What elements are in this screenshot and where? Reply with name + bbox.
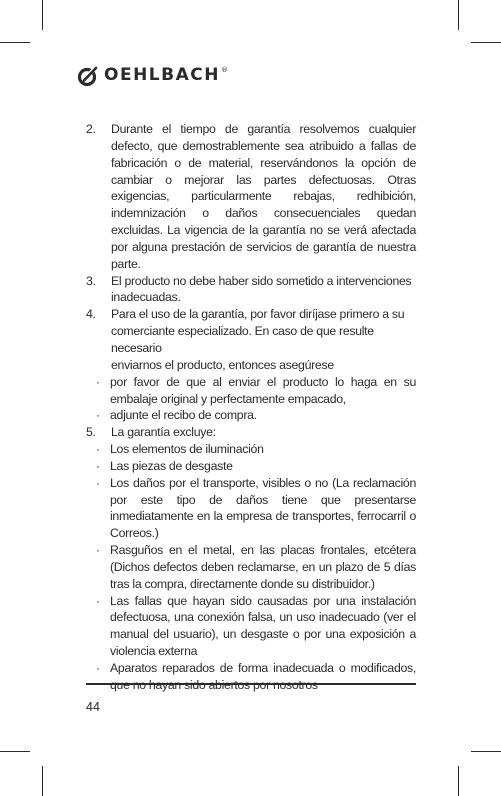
list-item xyxy=(86,306,416,373)
bullet-marker: · xyxy=(96,661,100,675)
bullet-item xyxy=(96,593,416,660)
warranty-text xyxy=(86,121,416,694)
brand-logo xyxy=(77,66,229,86)
bullet-item xyxy=(96,441,416,458)
bullet-marker: · xyxy=(96,593,100,608)
bullet-item xyxy=(96,458,416,475)
bullet-item xyxy=(96,660,416,694)
item-number: 3. xyxy=(86,273,96,288)
bullet-text: Las piezas de desgaste xyxy=(110,458,233,473)
bullet-text: Las fallas que hayan sido causadas por una instalación defectuosa, una conexión falsa, un uso inadecuado (ver el manual del usuario), un desgaste o por una exposición a violencia externa xyxy=(110,593,416,659)
item-line: comerciante especializado. En caso de que resulte necesario xyxy=(111,324,374,355)
bullet-text: adjunte el recibo de compra. xyxy=(110,408,257,423)
bullet-marker: · xyxy=(96,543,100,558)
item-text: Durante el tiempo de garantía resolvemos cualquier defecto, que demostrablemente sea atribuido a fallas de fabricación o de material, reservándonos la opción de cambiar o mejorar las partes defectuosas. Otras exigencias, particularmente rebajas, redhibición, indemnización o daños consecuenciales quedan excluidas. La vigencia de la garantía no se verá afectada por alguna prestación de servicios de garantía de nuestra parte. xyxy=(111,122,416,271)
crop-mark xyxy=(0,751,30,752)
bullet-marker: · xyxy=(96,408,100,423)
item-number: 4. xyxy=(86,307,96,322)
bullet-text: Los daños por el transporte, visibles o no (La reclamación por este tipo de daños tiene que presentarse inmediatamente en la empresa de transportes, ferrocarril o Correos.) xyxy=(110,475,416,541)
crop-mark xyxy=(42,0,43,30)
bullet-item xyxy=(96,475,416,542)
list-item xyxy=(86,273,416,307)
bullet-item xyxy=(96,542,416,593)
oehlbach-logo-icon xyxy=(77,65,99,87)
bullet-marker: · xyxy=(96,442,100,457)
crop-mark xyxy=(458,0,459,30)
brand-name: OEHLBACH® xyxy=(104,64,230,85)
crop-mark xyxy=(42,766,43,796)
bullet-text: Rasguños en el metal, en las placas frontales, etcétera (Dichos defectos deben reclamarse, en un plazo de 5 días tras la compra, directamente donde su distribuidor.) xyxy=(110,543,416,591)
bullet-text: Aparatos reparados de forma inadecuada o modificados, xyxy=(110,661,416,675)
footer-rule xyxy=(86,683,416,685)
crop-mark xyxy=(471,751,501,752)
crop-mark xyxy=(0,42,30,43)
bullet-marker: · xyxy=(96,458,100,473)
item-number: 5. xyxy=(86,425,96,440)
bullet-item xyxy=(96,407,416,424)
bullet-marker: · xyxy=(96,475,100,490)
item-line: inadecuadas. xyxy=(111,290,181,305)
bullet-text: Los elementos de iluminación xyxy=(110,442,264,457)
bullet-item xyxy=(96,374,416,408)
crop-mark xyxy=(458,766,459,796)
page-number: 44 xyxy=(86,700,100,714)
crop-mark xyxy=(471,42,501,43)
item-line: La garantía excluye: xyxy=(111,425,216,440)
item-line: enviarnos el producto, entonces asegúrese xyxy=(111,357,334,372)
bullet-text: por favor de que al enviar el producto lo haga en su embalaje original y perfectamente empacado, xyxy=(110,374,416,406)
item-line: Para el uso de la garantía, por favor diríjase primero a su xyxy=(111,307,405,322)
item-number: 2. xyxy=(86,122,96,136)
list-item xyxy=(86,424,416,441)
list-item xyxy=(86,121,416,273)
bullet-marker: · xyxy=(96,374,100,389)
item-line: El producto no debe haber sido sometido a intervenciones xyxy=(111,273,412,288)
